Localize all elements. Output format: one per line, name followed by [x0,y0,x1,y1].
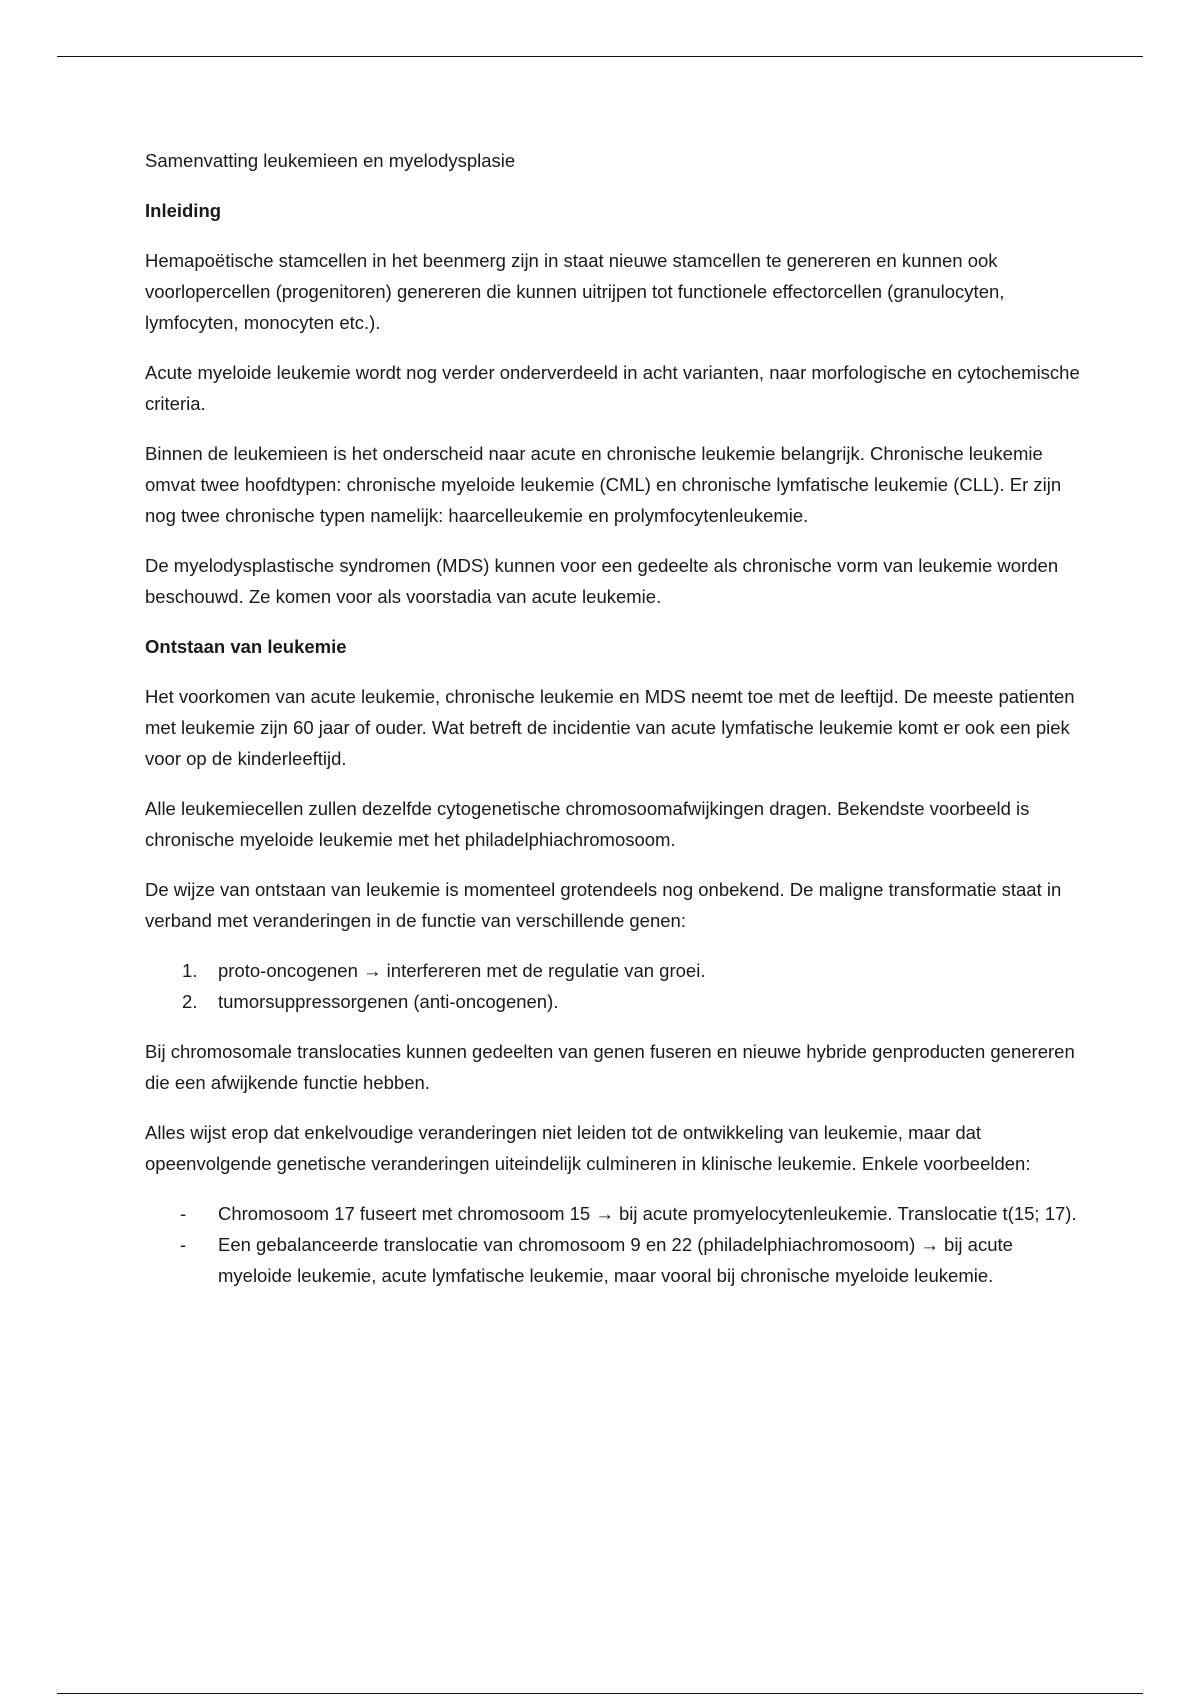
list-item-text: Chromosoom 17 fuseert met chromosoom 15 → bij acute promyelocytenleukemie. Translocatie t(15; 17). [218,1203,1077,1224]
paragraph: Alles wijst erop dat enkelvoudige veranderingen niet leiden tot de ontwikkeling van leukemie, maar dat opeenvolgende genetische veranderingen uiteindelijk culmineren in klinische leukemie. Enkele voorbeelden: [145,1122,1031,1174]
paragraph: Alle leukemiecellen zullen dezelfde cytogenetische chromosoomafwijkingen dragen. Bekendste voorbeeld is chronische myeloide leukemie met het philadelphiachromosoom. [145,798,1030,850]
document-title: Samenvatting leukemieen en myelodysplasie [145,150,516,171]
paragraph: Binnen de leukemieen is het onderscheid naar acute en chronische leukemie belangrijk. Chronische leukemie omvat twee hoofdtypen: chronische myeloide leukemie (CML) en chronische lymfatische leukemie (CLL). Er zijn nog twee chronische typen namelijk: haarcelleukemie en prolymfocytenleukemie. [145,443,1062,526]
list-item-text: proto-oncogenen → interfereren met de regulatie van groei. [218,960,706,981]
list-marker: 1. [182,960,198,981]
paragraph: De wijze van ontstaan van leukemie is momenteel grotendeels nog onbekend. De maligne transformatie staat in verband met veranderingen in de functie van verschillende genen: [145,879,1062,931]
numbered-list [145,955,1085,1017]
paragraph: Het voorkomen van acute leukemie, chronische leukemie en MDS neemt toe met de leeftijd. De meeste patienten met leukemie zijn 60 jaar of ouder. Wat betreft de incidentie van acute lymfatische leukemie komt er ook een piek voor op de kinderleeftijd. [145,686,1075,769]
header-rule [57,56,1143,57]
list-marker: 2. [182,991,198,1012]
paragraph: Bij chromosomale translocaties kunnen gedeelten van genen fuseren en nieuwe hybride genproducten genereren die een afwijkende functie hebben. [145,1041,1075,1093]
list-item [145,986,1085,1017]
list-item-text: Een gebalanceerde translocatie van chromosoom 9 en 22 (philadelphiachromosoom) → bij acute myeloide leukemie, acute lymfatische leukemie, maar vooral bij chronische myeloide leukemie. [218,1234,1013,1286]
list-marker: - [180,1234,187,1255]
list-item [145,1229,1085,1291]
paragraph: Acute myeloide leukemie wordt nog verder onderverdeeld in acht varianten, naar morfologische en cytochemische criteria. [145,362,1080,414]
list-marker: - [180,1203,187,1224]
list-item [145,1198,1085,1229]
section-heading-ontstaan: Ontstaan van leukemie [145,636,347,657]
section-heading-inleiding: Inleiding [145,200,222,221]
list-item-text: tumorsuppressorgenen (anti-oncogenen). [218,991,559,1012]
paragraph: De myelodysplastische syndromen (MDS) kunnen voor een gedeelte als chronische vorm van leukemie worden beschouwd. Ze komen voor als voorstadia van acute leukemie. [145,555,1059,607]
bullet-list [145,1198,1085,1291]
paragraph: Hemapoëtische stamcellen in het beenmerg zijn in staat nieuwe stamcellen te genereren en kunnen ook voorlopercellen (progenitoren) genereren die kunnen uitrijpen tot functionele effectorcellen (granulocyten, lymfocyten, monocyten etc.). [145,250,1005,333]
document-body [145,145,1085,1310]
footer-rule [57,1693,1143,1694]
list-item [145,955,1085,986]
